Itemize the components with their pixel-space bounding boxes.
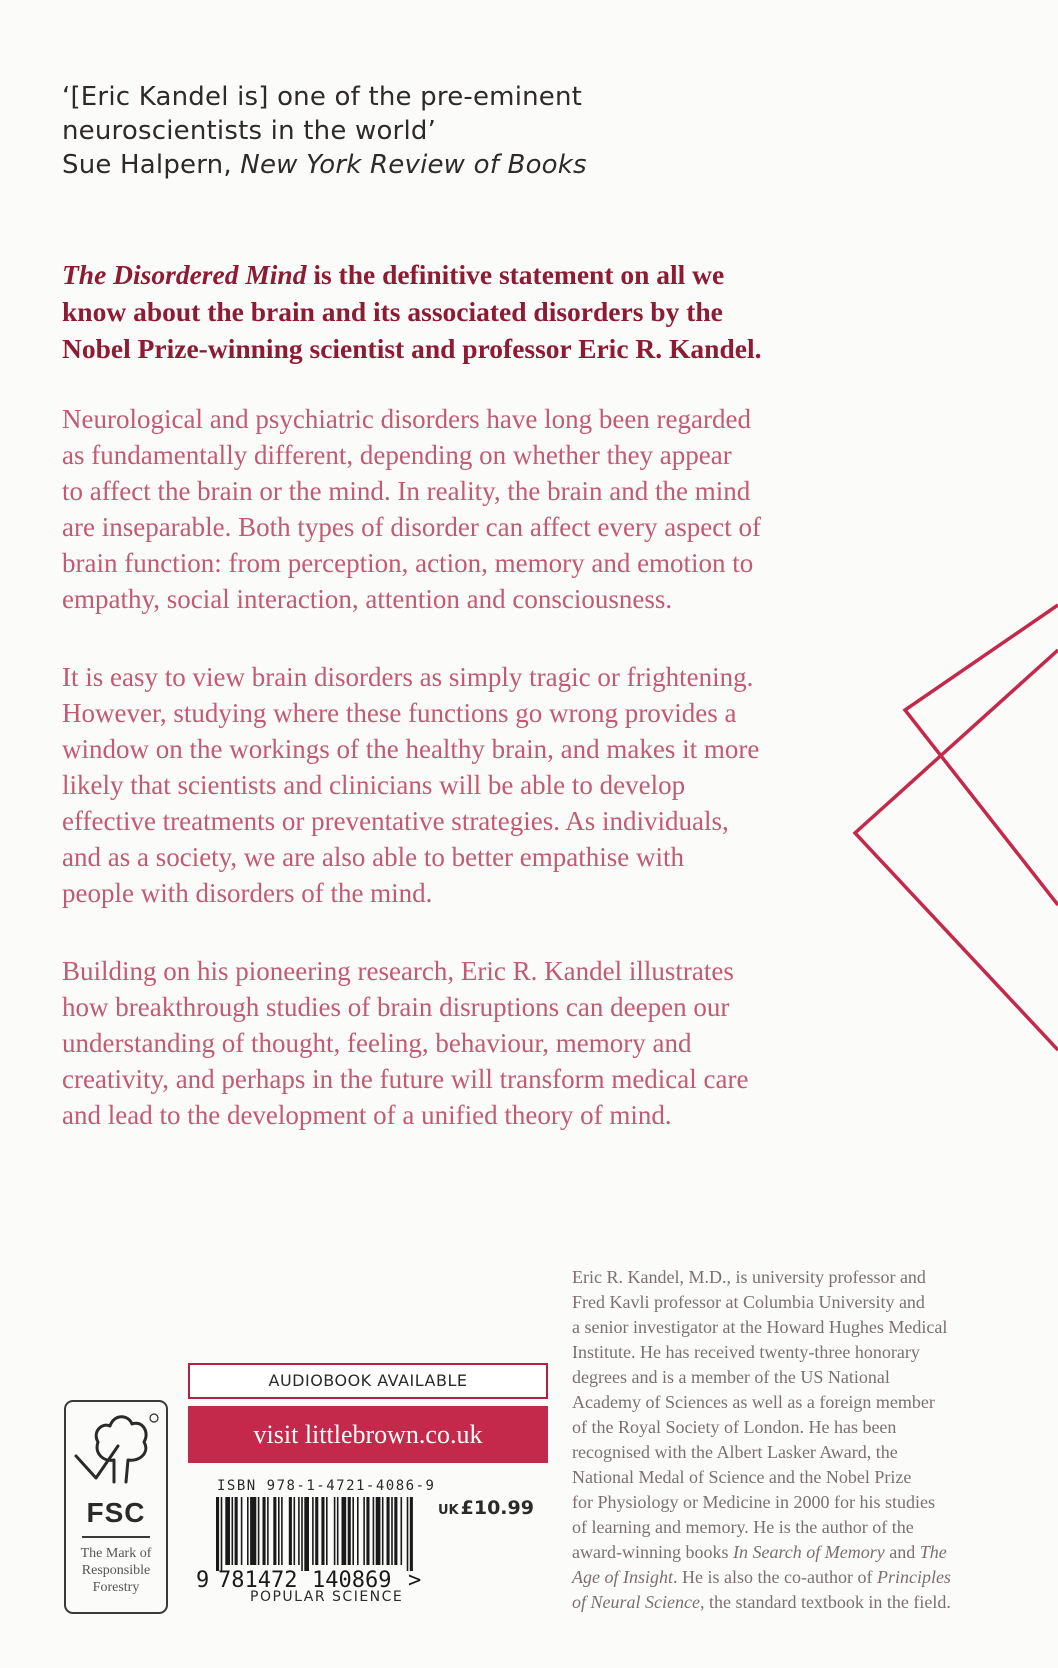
barcode-digits-right: 140869 xyxy=(312,1568,392,1591)
fsc-tagline-line: Forestry xyxy=(92,1580,140,1595)
price-currency-code: UK xyxy=(438,1503,459,1518)
barcode-digits-left: 781472 xyxy=(218,1568,298,1591)
paragraph-line: However, studying where these functions go wrong provides a xyxy=(62,698,737,728)
paragraph-line: and as a society, we are also able to better empathise with xyxy=(62,842,685,872)
visit-website-banner: visit littlebrown.co.uk xyxy=(188,1406,548,1463)
barcode-bar xyxy=(278,1497,280,1565)
bio-fragment: award-winning books xyxy=(572,1542,733,1562)
paragraph-line: Building on his pioneering research, Eric R. Kandel illustrates xyxy=(62,956,734,986)
genre-label: POPULAR SCIENCE xyxy=(250,1589,404,1605)
paragraph-line: creativity, and perhaps in the future will transform medical care xyxy=(62,1064,749,1094)
paragraph-line: brain function: from perception, action, memory and emotion to xyxy=(62,548,754,578)
bio-line xyxy=(572,1590,1032,1615)
lead-line-2: know about the brain and its associated disorders by the xyxy=(62,296,723,327)
barcode-bar xyxy=(337,1497,339,1565)
paragraph-line: how breakthrough studies of brain disruptions can deepen our xyxy=(62,992,730,1022)
barcode-bar xyxy=(326,1497,328,1565)
barcode-bar xyxy=(273,1497,276,1565)
barcode-digit-first: 9 xyxy=(196,1568,210,1591)
paragraph-line: and lead to the development of a unified theory of mind. xyxy=(62,1100,672,1130)
bio-book-title: Age of Insight xyxy=(572,1567,673,1587)
bio-line: for Physiology or Medicine in 2000 for his studies xyxy=(572,1492,935,1512)
barcode-bar xyxy=(342,1497,347,1565)
paragraph-line: as fundamentally different, depending on whether they appear xyxy=(62,440,732,470)
fsc-tagline-line: The Mark of xyxy=(80,1546,152,1561)
lead-line-3: Nobel Prize-winning scientist and professor Eric R. Kandel. xyxy=(62,333,762,364)
barcode-bar xyxy=(304,1497,309,1571)
barcode-bar xyxy=(289,1497,292,1565)
isbn-number: ISBN 978-1-4721-4086-9 xyxy=(217,1478,436,1494)
barcode-bar xyxy=(382,1497,384,1565)
barcode-bar xyxy=(334,1497,336,1565)
barcode-bar xyxy=(225,1497,230,1565)
bio-line: of the Royal Society of London. He has been xyxy=(572,1417,897,1437)
bio-book-title: In Search of Memory xyxy=(732,1542,885,1562)
barcode-bar xyxy=(258,1497,260,1565)
barcode-bar xyxy=(301,1497,303,1571)
price-amount: £10.99 xyxy=(460,1497,534,1519)
paragraph-line: effective treatments or preventative strategies. As individuals, xyxy=(62,806,729,836)
paragraph-line: people with disorders of the mind. xyxy=(62,878,433,908)
barcode-digit-tail: > xyxy=(408,1568,422,1591)
barcode-bar xyxy=(394,1497,397,1565)
quote-line-2: neuroscientists in the world’ xyxy=(62,116,437,146)
bio-book-title: Principles xyxy=(876,1567,951,1587)
barcode-bar xyxy=(221,1497,223,1571)
bio-line: degrees and is a member of the US National xyxy=(572,1367,890,1387)
bio-book-title: of Neural Science xyxy=(572,1592,700,1612)
barcode-bars xyxy=(216,1497,413,1571)
paragraph-line: It is easy to view brain disorders as simply tragic or frightening. xyxy=(62,662,754,692)
barcode-bar xyxy=(357,1497,359,1565)
paragraph-line: window on the workings of the healthy brain, and makes it more xyxy=(62,734,760,764)
barcode-bar xyxy=(352,1497,354,1565)
bio-fragment: and xyxy=(884,1542,920,1562)
fsc-tree-icon xyxy=(66,1402,166,1497)
barcode-bar xyxy=(267,1497,269,1565)
barcode-bar xyxy=(281,1497,283,1565)
bio-fragment: . He is also the co-author of xyxy=(673,1567,877,1587)
paragraph-line: empathy, social interaction, attention and consciousness. xyxy=(62,584,673,614)
barcode xyxy=(196,1497,436,1591)
deco-line-lower xyxy=(855,650,1058,1050)
bio-line: recognised with the Albert Lasker Award, the xyxy=(572,1442,898,1462)
barcode-bar xyxy=(298,1497,300,1565)
fsc-tagline xyxy=(66,1545,166,1596)
bio-line: Eric R. Kandel, M.D., is university professor and xyxy=(572,1267,926,1287)
price-label xyxy=(438,1497,534,1519)
author-bio xyxy=(572,1265,1032,1615)
paragraph-line: Neurological and psychiatric disorders have long been regarded xyxy=(62,404,751,434)
fsc-divider xyxy=(82,1536,150,1538)
barcode-bar xyxy=(312,1497,314,1565)
barcode-bar xyxy=(250,1497,256,1565)
barcode-bar xyxy=(294,1497,296,1565)
bio-line: Fred Kavli professor at Columbia University and xyxy=(572,1292,925,1312)
barcode-bar xyxy=(247,1497,249,1565)
bio-line xyxy=(572,1540,1032,1565)
bio-line: of learning and memory. He is the author of the xyxy=(572,1517,914,1537)
bio-line: Academy of Sciences as well as a foreign member xyxy=(572,1392,935,1412)
deco-line-upper xyxy=(905,605,1058,905)
barcode-bar xyxy=(348,1497,351,1565)
fsc-label: FSC xyxy=(86,1497,146,1528)
book-title: The Disordered Mind xyxy=(62,259,307,290)
barcode-bar xyxy=(366,1497,369,1565)
barcode-bar xyxy=(321,1497,324,1565)
barcode-bar xyxy=(263,1497,266,1565)
bio-book-title: The xyxy=(919,1542,947,1562)
barcode-bar xyxy=(235,1497,238,1565)
barcode-bar xyxy=(387,1497,390,1565)
paragraph-line: are inseparable. Both types of disorder can affect every aspect of xyxy=(62,512,761,542)
fsc-tagline-line: Responsible xyxy=(81,1563,151,1578)
barcode-bar xyxy=(241,1497,243,1565)
barcode-bar xyxy=(315,1497,318,1565)
fsc-logo xyxy=(64,1400,168,1614)
barcode-bar xyxy=(407,1497,409,1571)
lead-line-1-rest: is the definitive statement on all we xyxy=(306,259,725,290)
paragraph-line: understanding of thought, feeling, behaviour, memory and xyxy=(62,1028,692,1058)
barcode-bar xyxy=(401,1497,403,1565)
barcode-bar xyxy=(373,1497,375,1565)
bio-fragment: , the standard textbook in the field. xyxy=(699,1592,951,1612)
bio-line: a senior investigator at the Howard Hughes Medical xyxy=(572,1317,948,1337)
quote-line-1: ‘[Eric Kandel is] one of the pre-eminent xyxy=(62,82,583,112)
barcode-bar xyxy=(232,1497,234,1565)
barcode-bar xyxy=(363,1497,365,1565)
quote-author: Sue Halpern, xyxy=(62,150,241,180)
quote-source: New York Review of Books xyxy=(240,150,587,180)
barcode-bar xyxy=(216,1497,219,1571)
barcode-bar xyxy=(376,1497,381,1565)
barcode-bar xyxy=(391,1497,393,1565)
paragraph-line: likely that scientists and clinicians will be able to develop xyxy=(62,770,686,800)
bio-line: National Medal of Science and the Nobel Prize xyxy=(572,1467,912,1487)
bio-line xyxy=(572,1565,1032,1590)
paragraph-line: to affect the brain or the mind. In reality, the brain and the mind xyxy=(62,476,751,506)
bio-line: Institute. He has received twenty-three honorary xyxy=(572,1342,920,1362)
barcode-bar xyxy=(410,1497,413,1571)
audiobook-available-label: AUDIOBOOK AVAILABLE xyxy=(188,1363,548,1399)
